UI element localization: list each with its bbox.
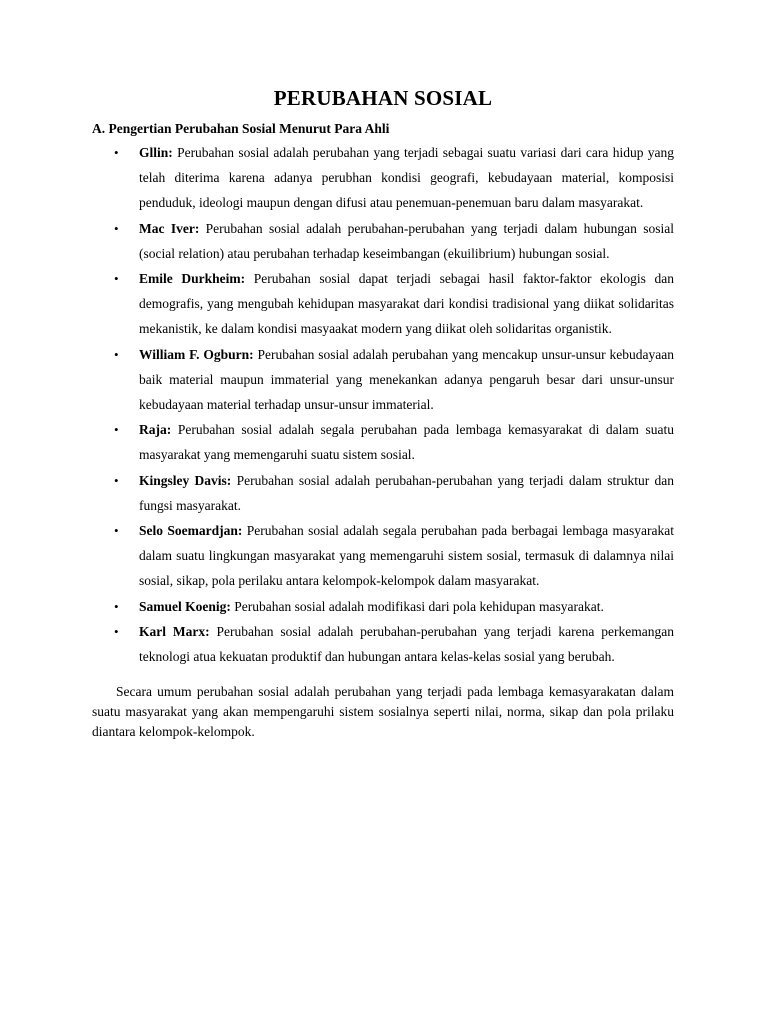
- list-item: [92, 594, 674, 619]
- expert-name: Karl Marx:: [139, 623, 217, 639]
- bullet-icon: •: [114, 598, 119, 614]
- expert-definition: Perubahan sosial adalah segala perubahan pada berbagai lembaga masyarakat dalam suatu lingkungan masyarakat yang memengaruhi sistem sosial, termasuk di dalamnya nilai sosial, sikap, pola perilaku antara kelompok-kelompok dalam masyarakat.: [139, 523, 675, 589]
- expert-definition: Perubahan sosial adalah modifikasi dari pola kehidupan masyarakat.: [234, 598, 604, 614]
- summary-paragraph: Secara umum perubahan sosial adalah perubahan yang terjadi pada lembaga kemasyarakatan dalam suatu masyarakat yang akan mempengaruhi sistem sosialnya seperti nilai, norma, sikap dan pola prilaku diantara kelompok-kelompok.: [92, 684, 674, 740]
- expert-definition: Perubahan sosial adalah perubahan-perubahan yang terjadi dalam hubungan sosial (social relation) atau perubahan terhadap keseimbangan (ekuilibrium) hubungan sosial.: [139, 220, 674, 261]
- document-title: PERUBAHAN SOSIAL: [273, 86, 493, 110]
- expert-definition: Perubahan sosial adalah perubahan-perubahan yang terjadi karena perkemangan teknologi atua kekuatan produktif dan hubungan antara kelas-kelas sosial yang berubah.: [139, 623, 674, 665]
- section-heading: A. Pengertian Perubahan Sosial Menurut Para Ahli: [92, 121, 390, 136]
- list-item: [92, 417, 674, 467]
- expert-definition: Perubahan sosial adalah perubahan yang terjadi sebagai suatu variasi dari cara hidup yang telah diterima karena adanya perubhan kondisi geografi, kebudayaan material, komposisi penduduk, ideologi maupun dengan difusi atau penemuan-penemuan baru dalam masyarakat.: [139, 145, 674, 211]
- expert-name: Samuel Koenig:: [139, 598, 235, 614]
- expert-definition: Perubahan sosial adalah perubahan yang mencakup unsur-unsur kebudayaan baik material maupun immaterial yang menekankan adanya pengaruh besar dari unsur-unsur kebudayaan material terhadap unsur-unsur immaterial.: [139, 346, 674, 413]
- list-item: [92, 468, 674, 518]
- expert-name: Emile Durkheim:: [139, 271, 254, 287]
- list-item: [92, 619, 674, 669]
- bullet-icon: •: [114, 271, 119, 287]
- list-item: [92, 342, 674, 418]
- expert-definition-list: [92, 140, 674, 669]
- bullet-icon: •: [114, 346, 119, 362]
- document-page: [92, 86, 674, 742]
- bullet-icon: •: [114, 623, 119, 639]
- expert-name: Raja:: [139, 422, 178, 438]
- expert-name: Gllin:: [139, 145, 178, 160]
- expert-name: Selo Soemardjan:: [139, 523, 247, 539]
- expert-name: Mac Iver:: [139, 220, 206, 236]
- expert-definition: Perubahan sosial dapat terjadi sebagai hasil faktor-faktor ekologis dan demografis, yang mengubah kehidupan masyarakat dari kondisi tradisional yang diikat solidaritas mekanistik, ke dalam kondisi masyaakat modern yang diikat oleh solidaritas organistik.: [139, 271, 675, 337]
- list-item: [92, 140, 674, 216]
- expert-definition: Perubahan sosial adalah segala perubahan pada lembaga kemasyarakat di dalam suatu masyarakat yang memengaruhi suatu sistem sosial.: [139, 422, 674, 463]
- bullet-icon: •: [114, 145, 119, 160]
- list-item: [92, 216, 674, 266]
- bullet-icon: •: [114, 472, 119, 488]
- list-item: [92, 266, 674, 342]
- bullet-icon: •: [114, 220, 119, 236]
- list-item: [92, 518, 674, 594]
- bullet-icon: •: [114, 422, 119, 438]
- expert-name: Kingsley Davis:: [139, 472, 237, 488]
- expert-name: William F. Ogburn:: [139, 346, 258, 362]
- bullet-icon: •: [114, 523, 119, 539]
- expert-definition: Perubahan sosial adalah perubahan-perubahan yang terjadi dalam struktur dan fungsi masyarakat.: [139, 472, 674, 513]
